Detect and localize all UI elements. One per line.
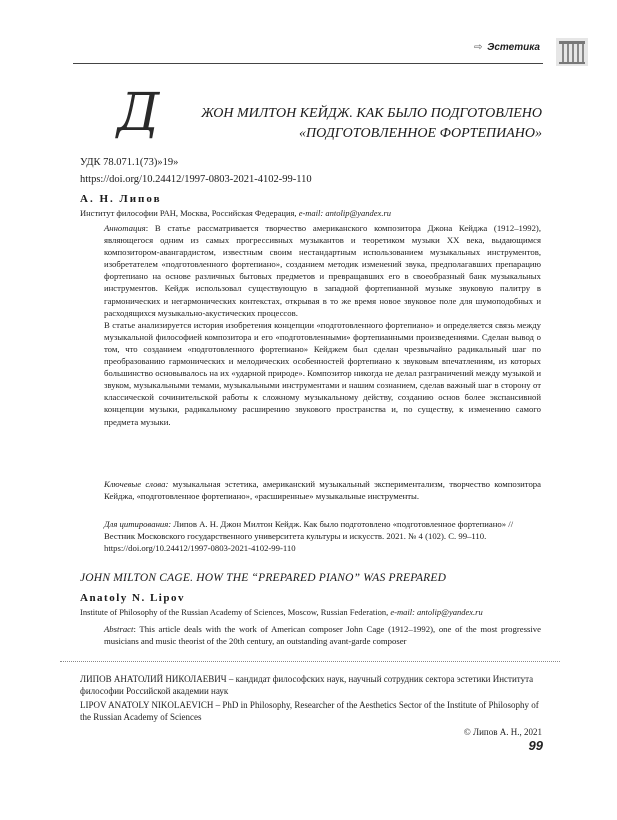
affiliation-ru-text: Институт философии РАН, Москва, Российская Федерация,	[80, 208, 297, 218]
email-ru[interactable]: e-mail: antolip@yandex.ru	[298, 208, 392, 218]
keywords-ru	[104, 478, 541, 502]
keywords-ru-label: Ключевые слова:	[104, 479, 169, 489]
affiliation-en-text: Institute of Philosophy of the Russian Academy of Sciences, Moscow, Russian Federation,	[80, 607, 389, 617]
header-rule	[73, 63, 543, 64]
title-dropcap: Д	[117, 83, 160, 143]
doi-link[interactable]: https://doi.org/10.24412/1997-0803-2021-4102-99-110	[80, 174, 312, 185]
citation-ru	[104, 518, 541, 554]
keywords-ru-text: музыкальная эстетика, американский музыкальный экспериментализм, творчество композитора Кейджа, «подготовленное фортепиано», «расширенные» музыкальные инструменты.	[104, 479, 541, 502]
abstract-ru-para-1	[104, 222, 541, 319]
title-line-1: ЖОН МИЛТОН КЕЙДЖ. КАК БЫЛО ПОДГОТОВЛЕНО	[201, 106, 542, 121]
page-number: 99	[528, 738, 543, 753]
article-title-en: JOHN MILTON CAGE. HOW THE “PREPARED PIANO” WAS PREPARED	[80, 572, 447, 584]
title-line-2: «ПОДГОТОВЛЕННОЕ ФОРТЕПИАНО»	[299, 126, 542, 141]
section-name: Эстетика	[487, 42, 540, 53]
bio-ru: ЛИПОВ АНАТОЛИЙ НИКОЛАЕВИЧ – кандидат философских наук, научный сотрудник сектора эстетики Института философии Российской академии наук	[80, 674, 534, 696]
email-en[interactable]: e-mail: antolip@yandex.ru	[390, 607, 483, 617]
citation-ru-text: Липов А. Н. Джон Милтон Кейдж. Как было подготовлено «подготовленное фортепиано» // Вестник Московского государственного университета культуры и искусств. 2021. № 4 (102). С. 99–110. https://doi.org/10.24412/1997-0803-2021-4102-99-110	[104, 519, 514, 554]
abstract-en-text: : This article deals with the work of American composer John Cage (1912–1992), one of the most progressive musicians and music theorist of the 20th century, an outstanding avant-garde composer	[104, 624, 541, 647]
citation-ru-label: Для цитирования:	[104, 519, 172, 529]
column-logo-icon	[556, 38, 588, 66]
article-title	[75, 83, 542, 144]
copyright: © Липов А. Н., 2021	[463, 727, 542, 737]
author-name-en: Anatoly N. Lipov	[80, 592, 185, 604]
udk: УДК 78.071.1(73)»19»	[80, 157, 179, 168]
abstract-en-label: Abstract	[104, 624, 134, 634]
footnote-separator	[60, 661, 560, 662]
affiliation-ru	[80, 208, 391, 218]
arrow-icon: ⇨	[474, 42, 483, 53]
affiliation-en	[80, 607, 483, 617]
abstract-ru	[104, 222, 541, 428]
abstract-en	[104, 623, 541, 647]
bio-en: LIPOV ANATOLY NIKOLAEVICH – PhD in Philosophy, Researcher of the Aesthetics Sector of the Institute of Philosophy of the Russian Academy of Sciences	[80, 700, 539, 722]
author-name-ru: А. Н. Липов	[80, 193, 162, 205]
abstract-ru-label: Аннотация	[104, 223, 146, 233]
abstract-ru-text-1: : В статье рассматривается творчество американского композитора Джона Кейджа (1912–1992), являющегося одним из самых прогрессивных музыкантов и теоретиком музыки XX века, выдающимся композитором-авангардистом, известным своим нестандартным использованием музыкальных инструментов, изобретателем «подготовленного фортепиано», созданием методик изменений звука, предполагавших препарацию фортепиано на основе различных бытовых предметов и превращавших его в своеобразный банк музыкальных инструментов. Кейдж использовал существующую в западной фортепианной музыке звуковую палитру в гармонических и негармонических контекстах, открывая в то же время новое звуковое поле для шумоподобных и расходящихся музыкально-акустических процессов.	[104, 223, 541, 318]
abstract-ru-para-2: В статье анализируется история изобретения концепции «подготовленного фортепиано» и определяется связь между музыкальной философией композитора и его «подготовленными» фортепианными произведениями. Сделан вывод о том, что созданием «подготовленного фортепиано» Кейджем был сделан чрезвычайно радикальный шаг по преобразованию гармонических и мелодических особенностей фортепиано к звуковым впечатлениям, из которых большинство основывалось на их «ударной природе». Композитор никогда не делал разграничений между музыкой и звуком, музыкальными темами, музыкальными инструментами и нашим сознанием, сделав важный шаг в сторону от классической сочинительской работы к сложному музыкальному действу, созданию основ более экспансивной концепции музыки, радикальному расширению звукового пространства и, по существу, к изменению самого предмета музыки.	[104, 319, 541, 427]
section-label	[440, 42, 540, 53]
